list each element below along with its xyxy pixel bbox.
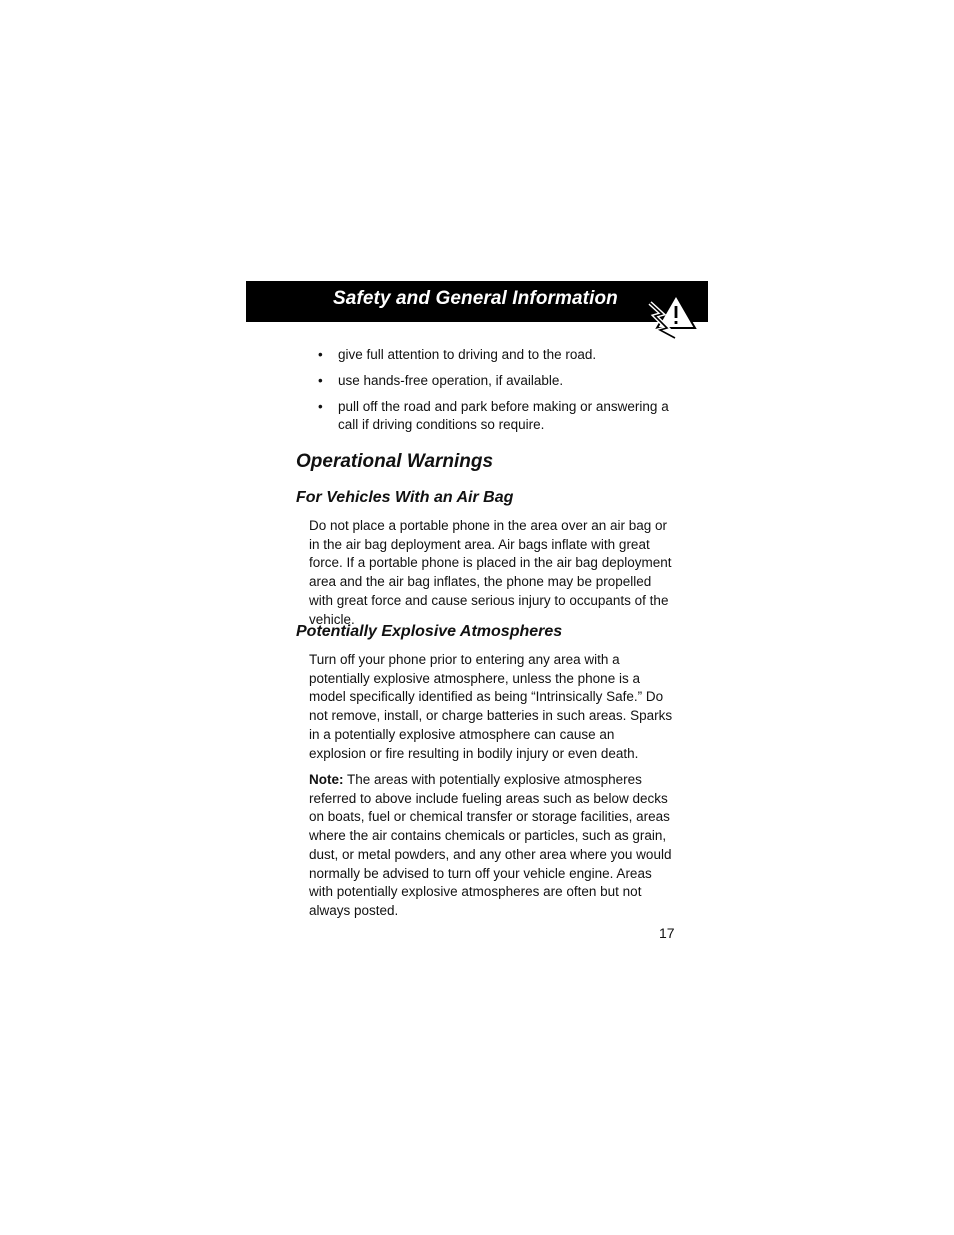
note-paragraph (309, 771, 675, 921)
page-header-title: Safety and General Information (333, 288, 618, 309)
note-label: Note: (309, 772, 344, 787)
paragraph-explosive-atmospheres: Turn off your phone prior to entering any area with a potentially explosive atmosphere, unless the phone is a model specifically identified as being “Intrinsically Safe.” Do not remove, install, or charge batteries in such areas. Sparks in a potentially explosive atmosphere can cause an explosion or fire resulting in bodily injury or even death. (309, 652, 673, 761)
list-item: • pull off the road and park before making or answering a call if driving conditions so require. (318, 398, 678, 434)
section-heading-operational-warnings: Operational Warnings (296, 451, 494, 472)
list-item: • use hands-free operation, if available. (318, 372, 678, 390)
paragraph-air-bag: Do not place a portable phone in the area over an air bag or in the air bag deployment area. Air bags inflate with great force. If a portable phone is placed in the air bag deployment area and the air bag inflates, the phone may be propelled with great force and cause serious injury to occupants of the vehicle. (309, 518, 672, 627)
subheading-air-bag: For Vehicles With an Air Bag (296, 489, 514, 506)
note-text: The areas with potentially explosive atmospheres referred to above include fueling areas such as below decks on boats, fuel or chemical transfer or storage facilities, areas where the air contains chemicals or particles, such as grain, dust, or metal powders, and any other area where you would normally be advised to turn off your vehicle engine. Areas with potentially explosive atmospheres are often but not always posted. (309, 772, 672, 918)
subheading-explosive-atmospheres: Potentially Explosive Atmospheres (296, 623, 563, 640)
page-number: 17 (659, 925, 675, 941)
list-item: • give full attention to driving and to the road. (318, 346, 678, 364)
bullet-list (318, 346, 678, 442)
warning-triangle-lightning-icon (646, 292, 698, 340)
